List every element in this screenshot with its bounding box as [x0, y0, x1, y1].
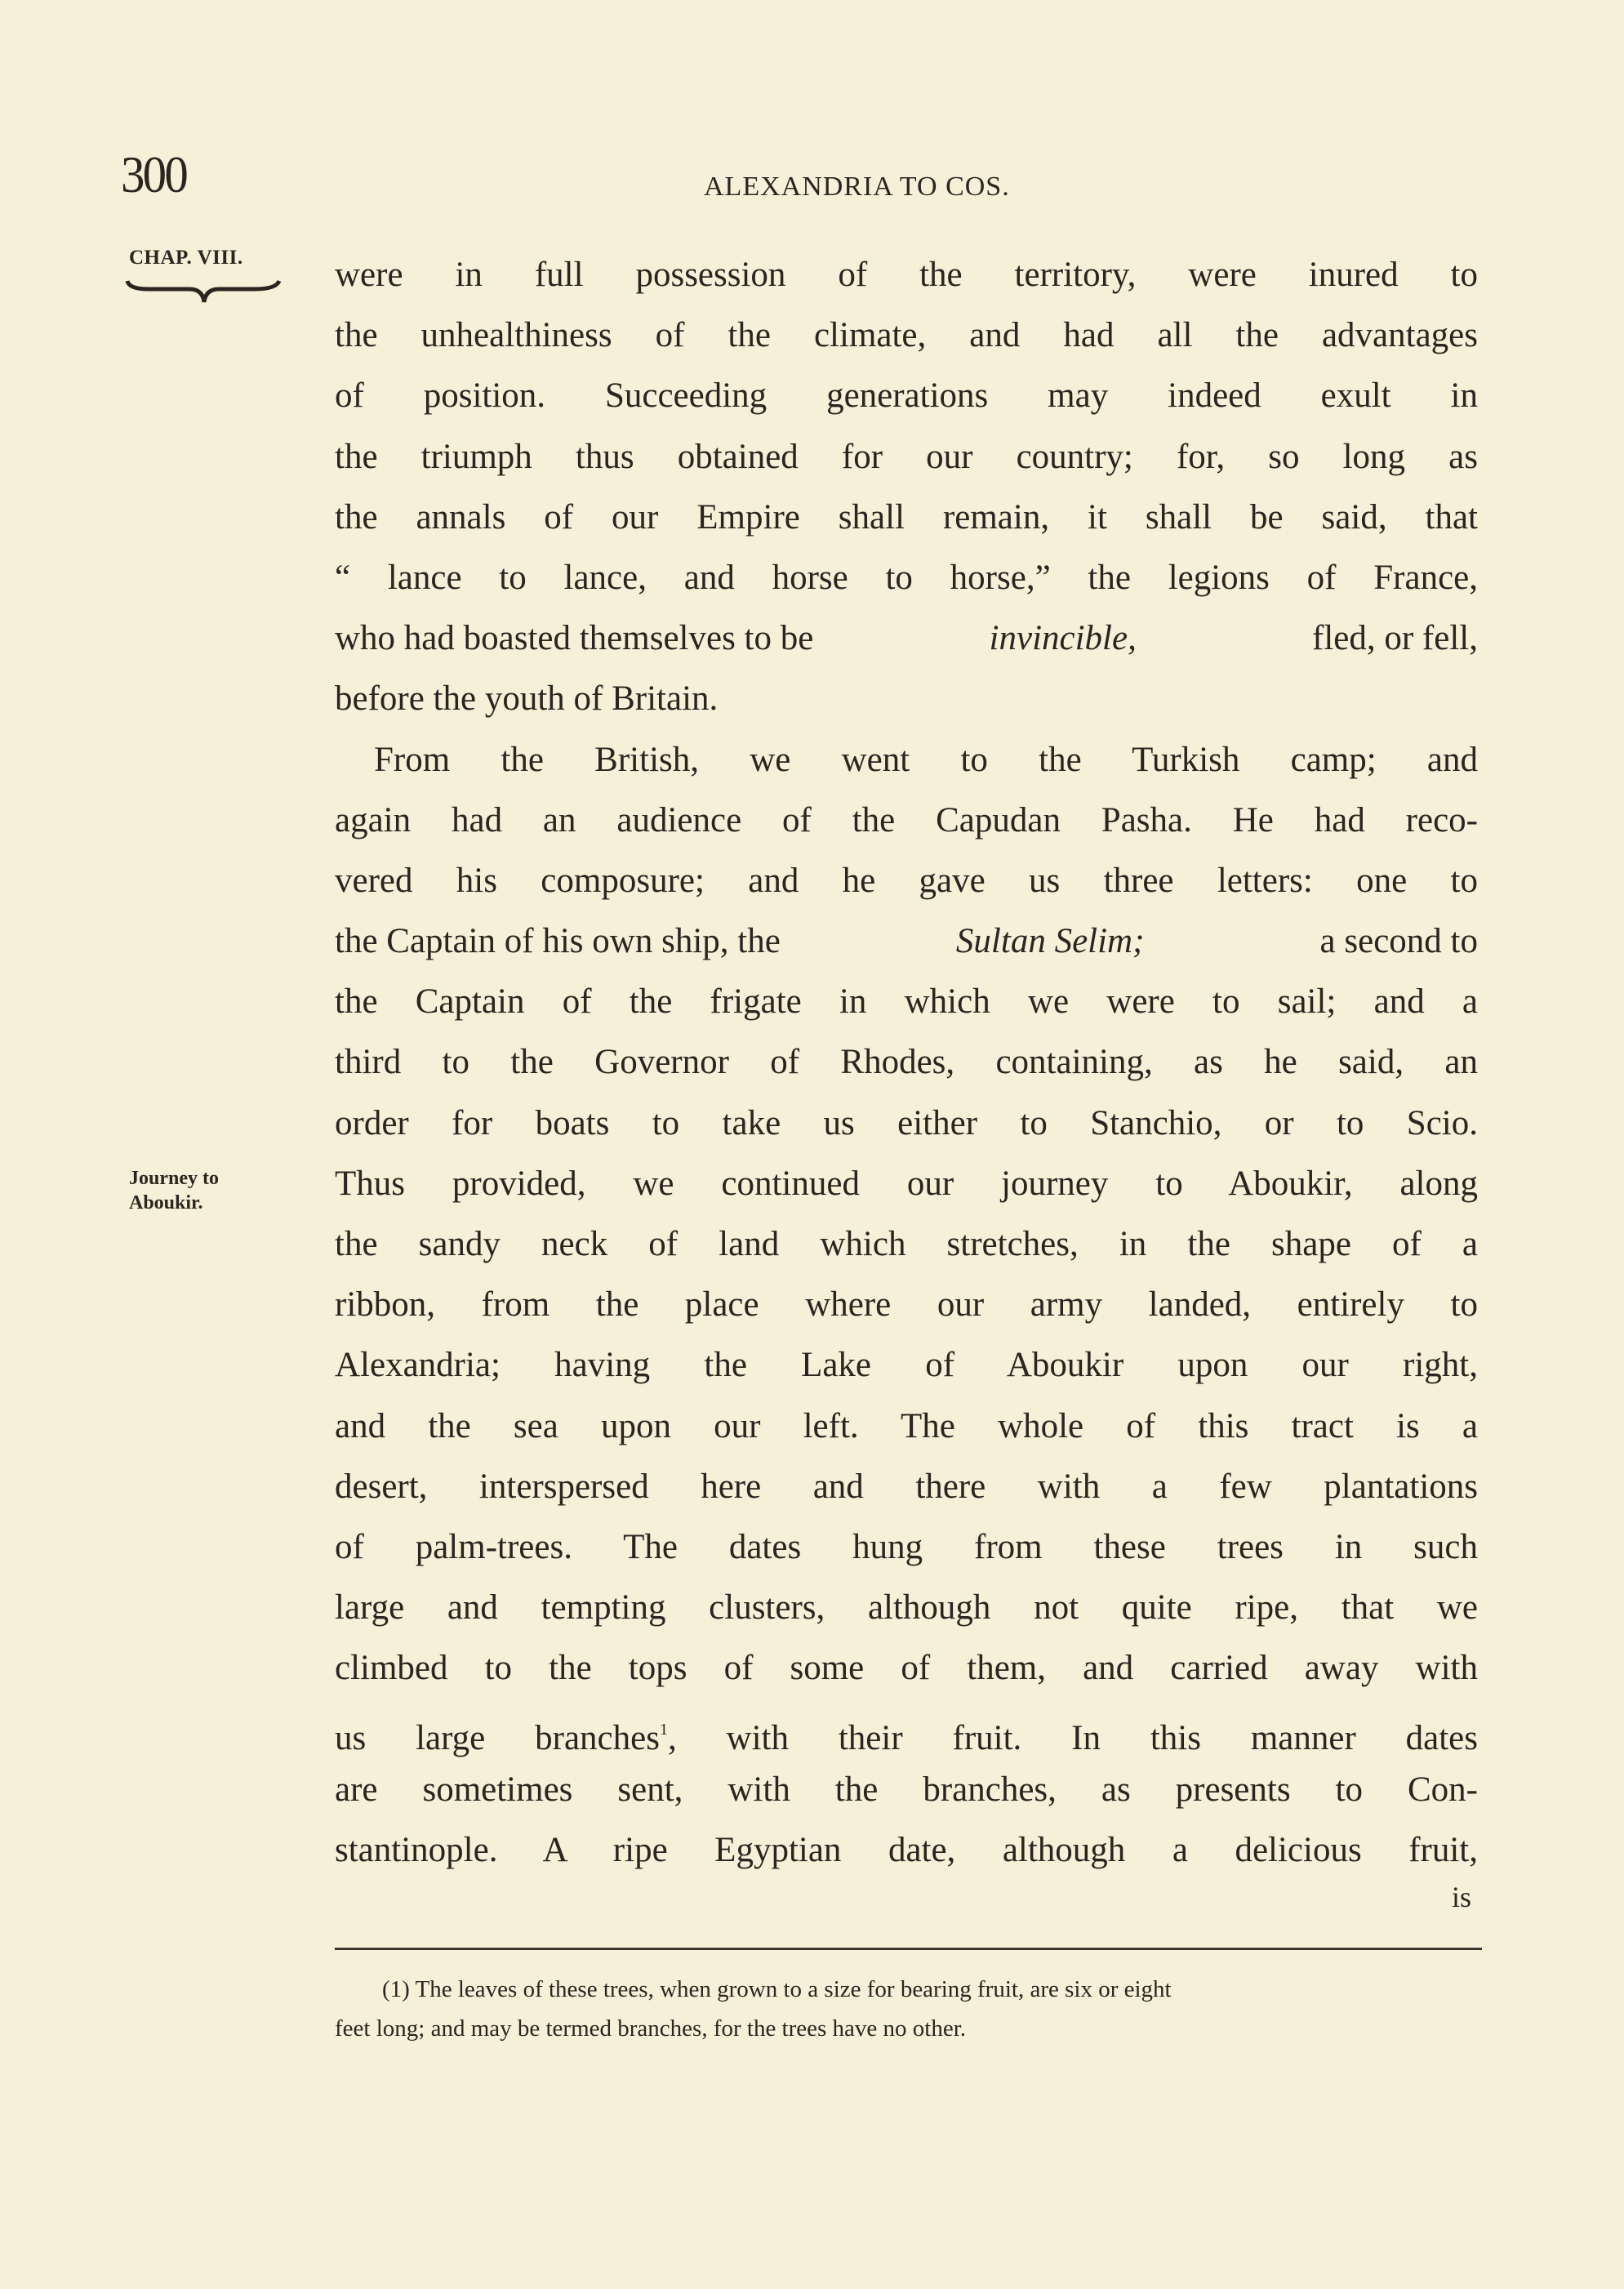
text-line: of palm-trees. The dates hung from these trees in such [335, 1527, 1478, 1566]
text-line: of position. Succeeding generations may indeed exult in [335, 376, 1478, 416]
text-line: the sandy neck of land which stretches, in the shape of a [335, 1225, 1478, 1263]
sidenote-line: Journey to [129, 1168, 219, 1189]
footnote-marker: 1 [659, 1720, 668, 1739]
text-line: third to the Governor of Rhodes, containing, as he said, an [335, 1043, 1478, 1082]
italic-emphasis: invincible, [989, 619, 1137, 658]
text-line: who had boasted themselves to be invincible, fled, or fell, [335, 608, 1478, 669]
catchword: is [1452, 1881, 1472, 1913]
text-line: ribbon, from the place where our army landed, entirely to [335, 1285, 1478, 1325]
ship-name-italic: Sultan Selim; [955, 922, 1145, 961]
running-title: ALEXANDRIA TO COS. [704, 171, 1010, 202]
footnote [335, 1970, 1486, 2048]
chapter-label: CHAP. VIII. [129, 247, 243, 269]
text-line: desert, interspersed here and there with a few plantations [335, 1467, 1478, 1506]
text-line: again had an audience of the Capudan Pasha. He had reco- [335, 800, 1478, 839]
paragraph-start-line: From the British, we went to the Turkish camp; and [374, 740, 1478, 779]
text-line: stantinople. A ripe Egyptian date, although a delicious fruit, [335, 1830, 1478, 1869]
text-line: the Captain of his own ship, the Sultan Selim; a second to [335, 911, 1478, 972]
text-line: order for boats to take us either to Stanchio, or to Scio. [335, 1103, 1478, 1142]
text-line: are sometimes sent, with the branches, as presents to Con- [335, 1770, 1478, 1809]
text-line: before the youth of Britain. [335, 679, 719, 719]
text-line: “ lance to lance, and horse to horse,” the legions of France, [335, 558, 1478, 597]
text-line: Thus provided, we continued our journey to Aboukir, along [335, 1164, 1478, 1203]
text-line: the triumph thus obtained for our country; for, so long as [335, 437, 1478, 476]
text-line: vered his composure; and he gave us three letters: one to [335, 861, 1478, 900]
text-line: the unhealthiness of the climate, and had all the advantages [335, 316, 1478, 355]
page-number: 300 [121, 145, 187, 203]
text-line: Alexandria; having the Lake of Aboukir upon our right, [335, 1346, 1478, 1385]
body-text [335, 245, 1478, 1881]
brace-ornament-icon [124, 278, 283, 310]
footnote-line: feet long; and may be termed branches, for the trees have no other. [335, 2015, 967, 2042]
text-line: us large branches$^1$, with their fruit. In this manner dates [335, 1718, 1478, 1757]
text-line: and the sea upon our left. The whole of this tract is a [335, 1406, 1478, 1445]
sidenote-line: Aboukir. [129, 1192, 203, 1214]
text-line: large and tempting clusters, although not quite ripe, that we [335, 1588, 1478, 1628]
text-line: were in full possession of the territory, were inured to [335, 256, 1478, 294]
text-line: climbed to the tops of some of them, and carried away with [335, 1649, 1478, 1688]
text-line: the annals of our Empire shall remain, it shall be said, that [335, 497, 1478, 537]
text-line: the Captain of the frigate in which we were to sail; and a [335, 982, 1478, 1022]
footnote-divider [335, 1948, 1482, 1950]
marginal-sidenote [129, 1166, 219, 1215]
footnote-line: (1) The leaves of these trees, when grown to a size for bearing fruit, are six or eight [382, 1976, 1172, 2002]
